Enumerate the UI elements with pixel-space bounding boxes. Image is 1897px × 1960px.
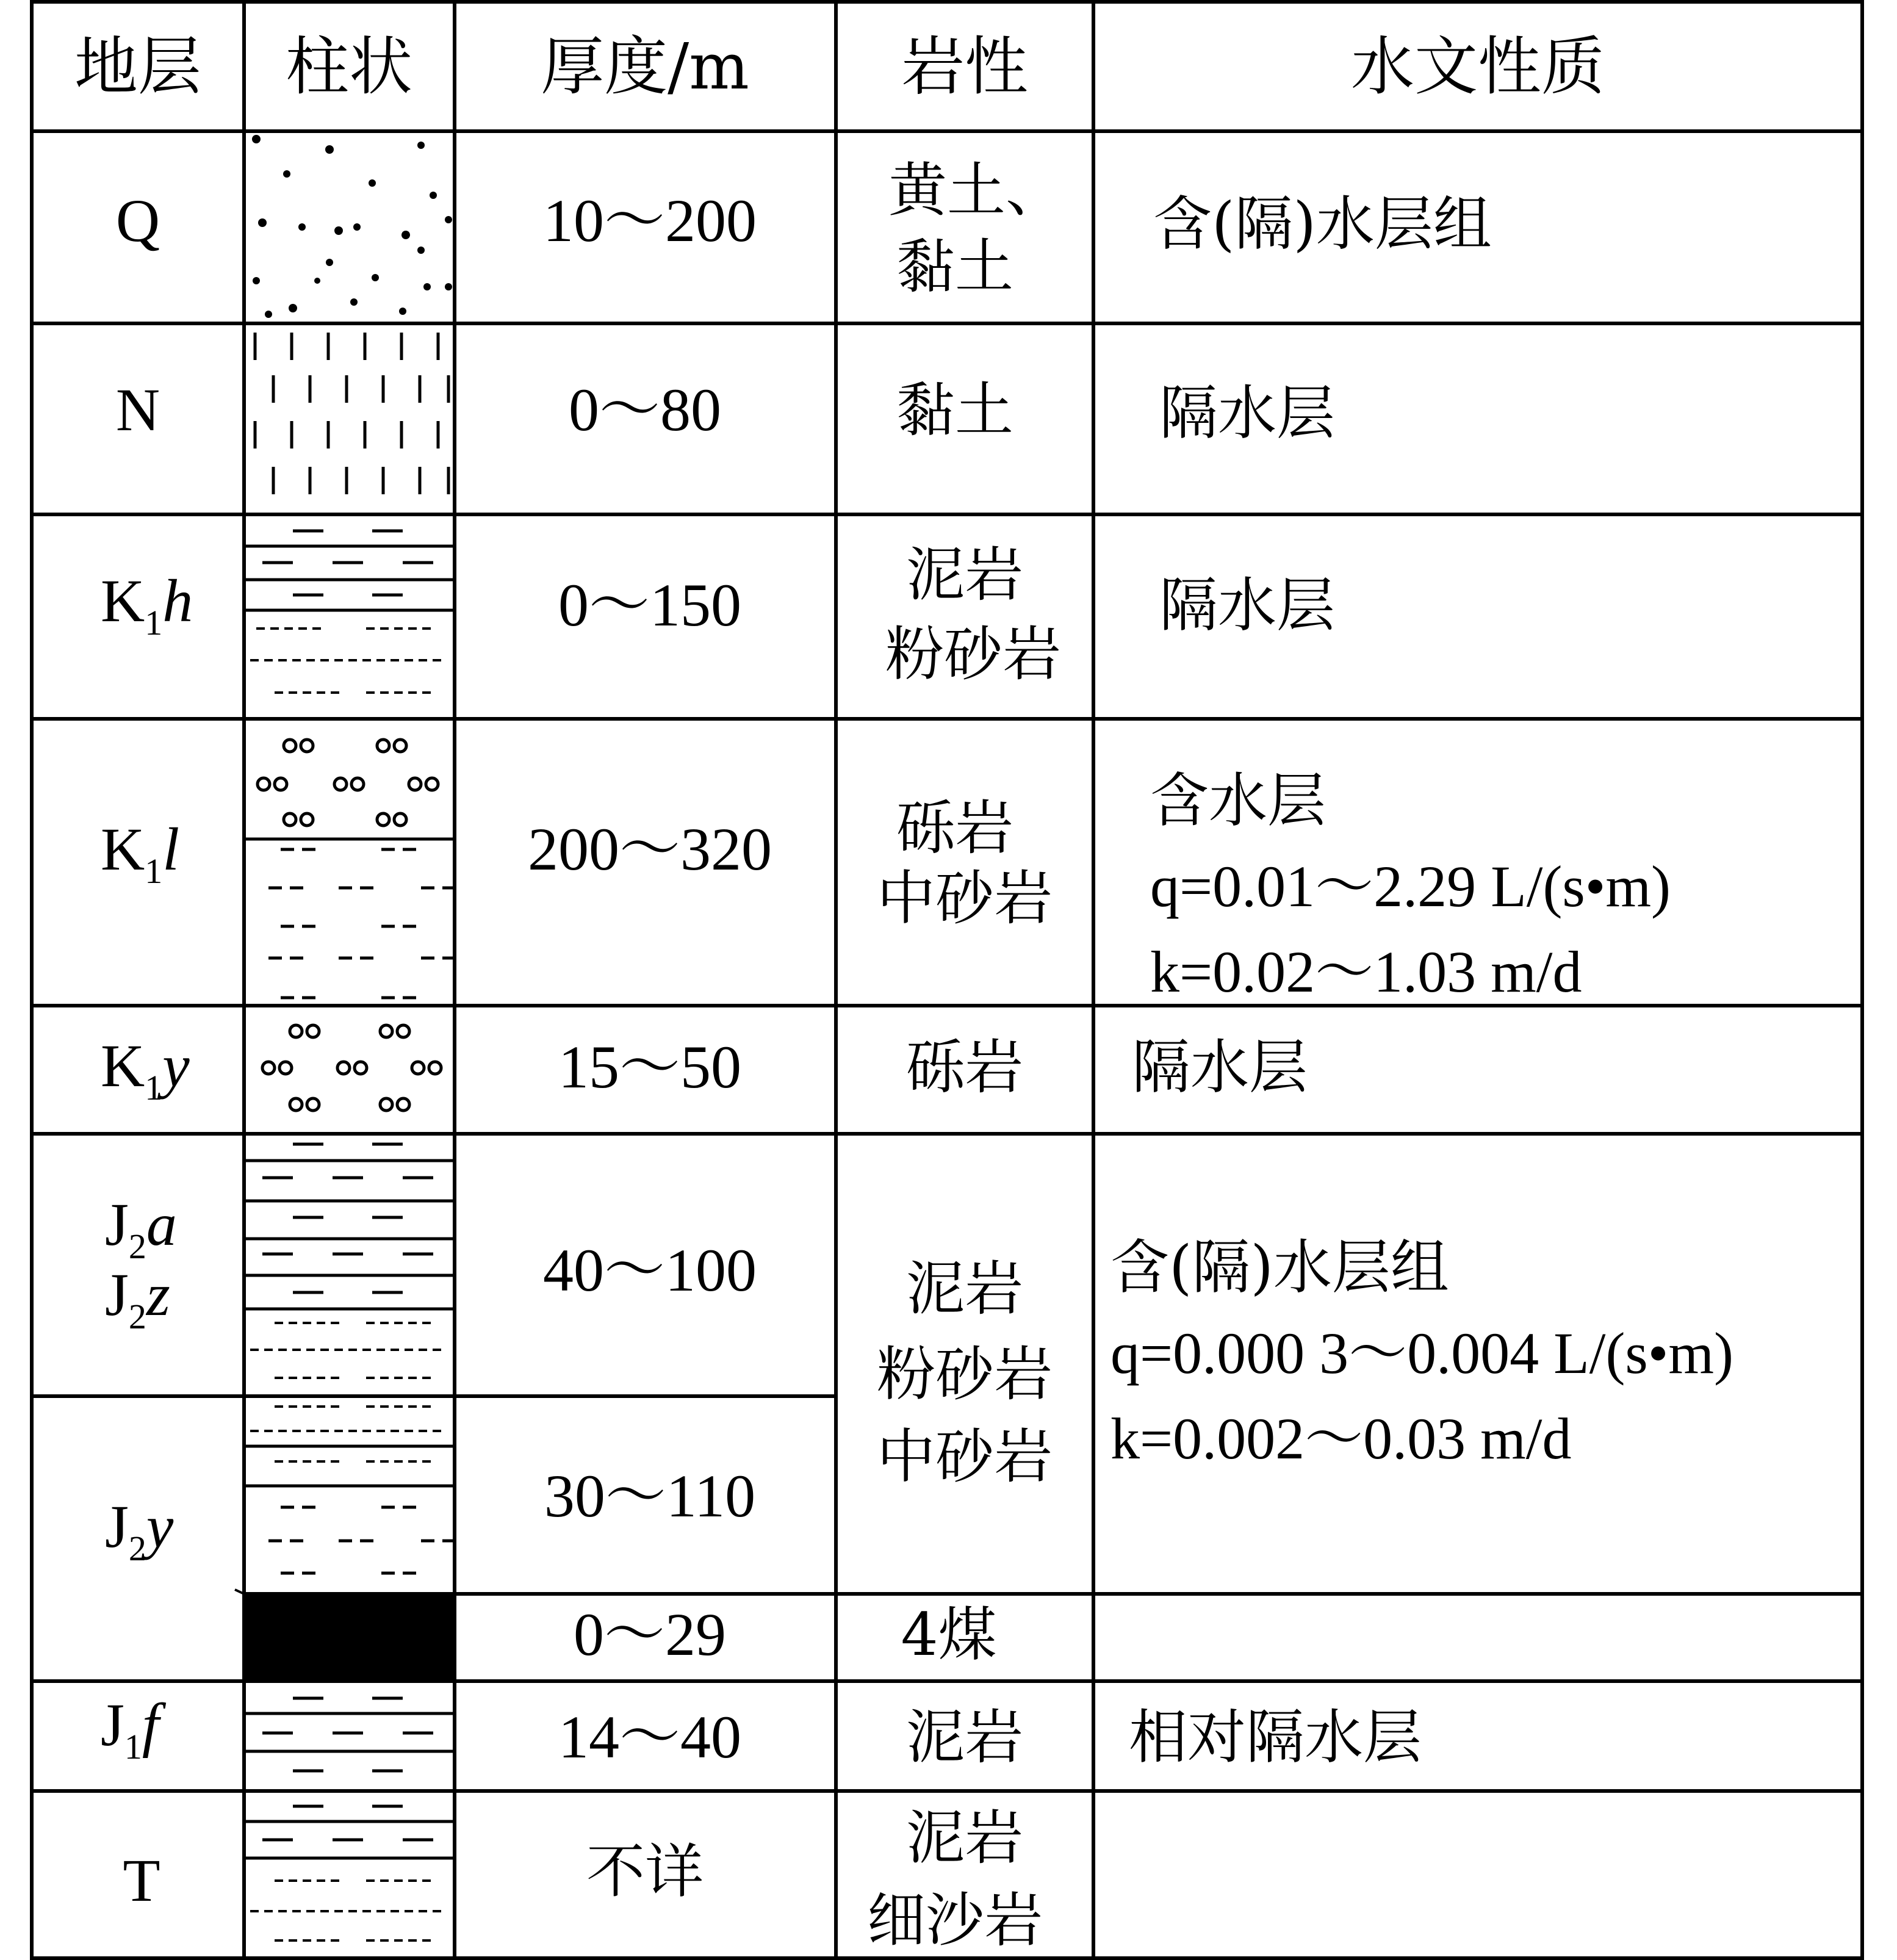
column-patterns [235,135,456,1940]
hydrology-line: 含水层 [1150,766,1326,835]
pattern-mudstone-siltstone-k1h [244,531,455,693]
pattern-conglomerate-k1y [262,1025,441,1111]
hydrology-line: q=0.000 3～0.004 L/(s•m) [1110,1320,1734,1386]
lithology-line: 泥岩 [906,1255,1023,1323]
stratum-code: T [123,1847,160,1914]
thickness-value: 30～110 [544,1462,756,1530]
table-row [116,156,1492,301]
stratum-code: K1l [101,815,180,891]
lithology-line: 砾岩 [906,1033,1023,1101]
lithology-line: 粉砂岩 [877,1340,1053,1408]
table-row [101,766,1671,1004]
hydrology-line: k=0.002～0.03 m/d [1110,1406,1572,1471]
hydrology-line: 隔水层 [1132,1033,1308,1101]
header-lithology: 岩性 [901,29,1029,104]
lithology-line: 黄土、 [888,156,1064,225]
thickness-value: 0～150 [558,571,741,639]
table-row [574,1601,997,1669]
hydrology-line: 隔水层 [1159,571,1335,640]
table-header [74,29,1605,104]
pattern-mudstone-j1f [244,1698,455,1771]
stratum-code: J1f [101,1691,159,1767]
table-row [123,1804,1043,1955]
pattern-vertical-dashes [255,333,448,494]
pattern-mudstone-siltstone-j2 [244,1144,455,1378]
stratum-code: K1h [101,567,193,643]
lithology-line: 黏土 [896,232,1013,301]
header-column: 柱状 [285,29,413,104]
header-stratum: 地层 [74,29,202,104]
table-row [105,1462,755,1568]
thickness-value: 14～40 [558,1703,741,1771]
header-thickness: 厚度/m [541,29,749,104]
lithology-line: 泥岩 [906,1804,1023,1872]
lithology-line: 4煤 [901,1601,997,1669]
hydrology-line: 相对隔水层 [1129,1703,1422,1771]
stratum-code: J2y [105,1493,174,1568]
lithology-line: 粉砂岩 [885,620,1061,688]
hydrology-line: q=0.01～2.29 L/(s•m) [1150,854,1671,919]
table-row [101,1032,1308,1108]
thickness-value: 不详 [586,1837,704,1906]
hydrology-line: k=0.02～1.03 m/d [1150,939,1582,1004]
thickness-value: 15～50 [558,1033,741,1101]
hydrology-line: 含(隔)水层组 [1153,190,1492,258]
pattern-coal [244,1594,455,1679]
lithology-line: 黏土 [896,376,1013,444]
pattern-dots [252,135,452,318]
stratum-code: K1y [101,1032,190,1108]
thickness-value: 10～200 [543,187,757,254]
header-hydrology: 水文性质 [1350,29,1605,104]
hydrology-line: 隔水层 [1159,379,1335,447]
lithology-line: 细沙岩 [867,1886,1043,1955]
lithology-line: 泥岩 [906,1703,1023,1771]
stratum-code: N [115,376,160,444]
stratum-code-j2a: J2a [105,1191,177,1266]
lithology-line: 泥岩 [906,541,1023,609]
table-row [116,376,1335,447]
thickness-value: 0～80 [569,376,721,444]
hydrology-line: 含(隔)水层组 [1110,1233,1449,1302]
lithology-line: 砾岩 [896,794,1013,862]
lithology-line: 中砂岩 [877,864,1053,932]
table-row [101,1691,1422,1771]
thickness-value: 200～320 [528,815,772,883]
thickness-value: 40～100 [543,1236,757,1304]
thickness-value: 0～29 [574,1601,726,1668]
stratum-code-j2z: J2z [105,1261,170,1336]
lithology-line: 中砂岩 [877,1422,1053,1491]
pattern-conglomerate-sandstone-k1l [244,740,456,998]
pattern-mudstone-finesand-t [244,1806,455,1940]
stratum-code: Q [115,187,160,254]
pattern-siltstone-sandstone-j2y [244,1407,456,1573]
